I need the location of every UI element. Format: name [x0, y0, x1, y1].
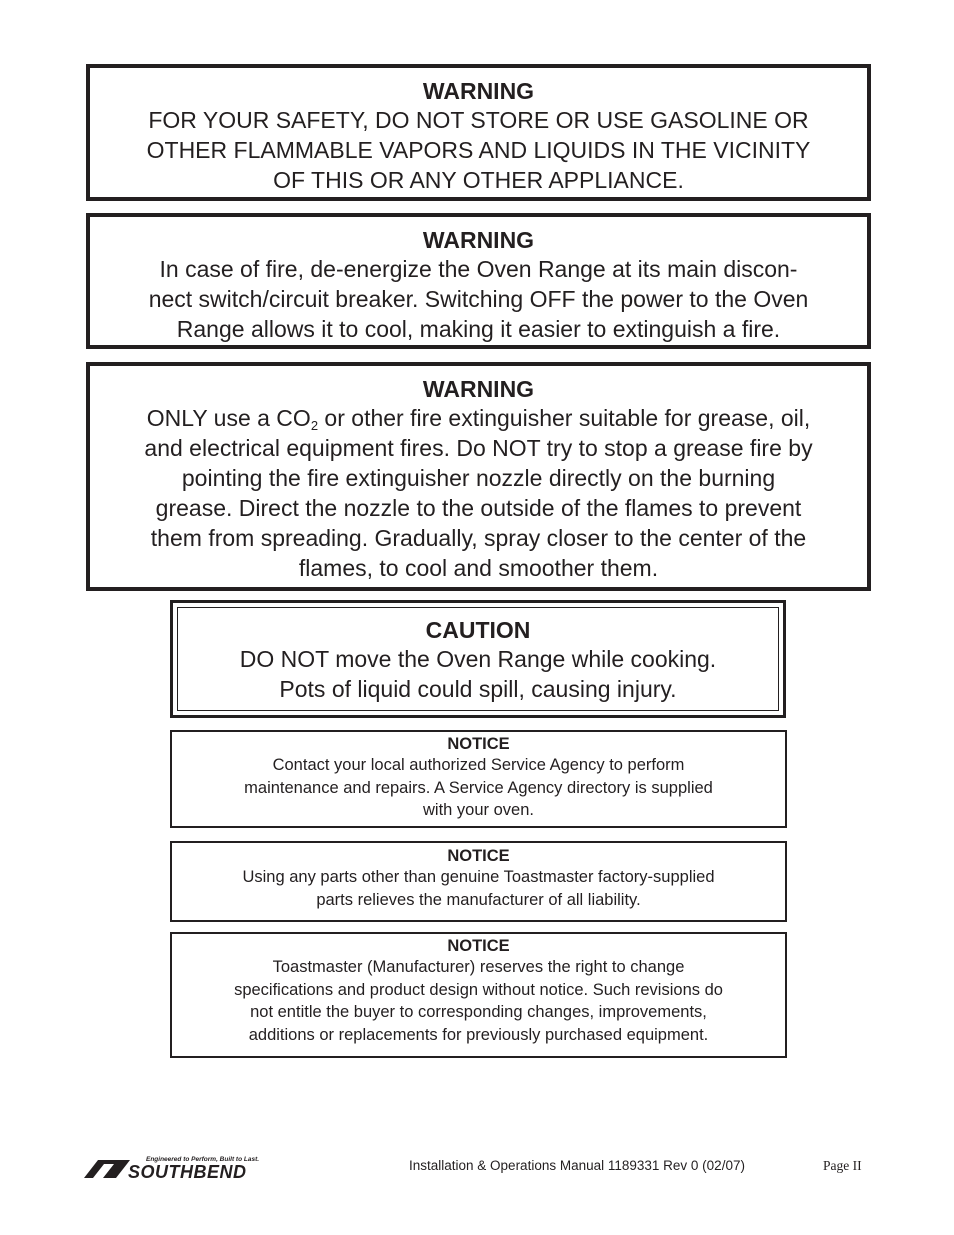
warning-text — [90, 403, 867, 583]
notice-line: specifications and product design without notice. Such revisions do — [234, 980, 723, 999]
notice-title: NOTICE — [447, 847, 510, 865]
warning-box-2 — [86, 213, 871, 349]
notice-title: NOTICE — [447, 735, 510, 753]
caution-line: Pots of liquid could spill, causing injury. — [279, 676, 677, 702]
logo-wordmark: SOUTHBEND — [128, 1162, 247, 1182]
warning-line: FOR YOUR SAFETY, DO NOT STORE OR USE GASOLINE OR — [148, 107, 809, 133]
caution-title: CAUTION — [425, 617, 531, 643]
notice-line: with your oven. — [423, 801, 534, 819]
southbend-logo — [84, 1156, 284, 1180]
warning-line: and electrical equipment fires. Do NOT try to stop a grease fire by — [144, 435, 813, 461]
warning-text — [90, 254, 867, 344]
notice-line: Using any parts other than genuine Toastmaster factory-supplied — [242, 868, 715, 886]
notice-box-2 — [170, 841, 787, 922]
warning-line: OTHER FLAMMABLE VAPORS AND LIQUIDS IN THE VICINITY — [146, 137, 811, 163]
caution-box — [170, 600, 786, 718]
warning-line: flames, to cool and smoother them. — [298, 555, 659, 581]
warning-line: OF THIS OR ANY OTHER APPLIANCE. — [273, 167, 684, 193]
warning-box-3 — [86, 362, 871, 591]
notice-box-3 — [170, 932, 787, 1058]
warning-box-1 — [86, 64, 871, 201]
notice-line: not entitle the buyer to corresponding changes, improvements, — [250, 1003, 707, 1021]
notice-line: parts relieves the manufacturer of all liability. — [316, 890, 641, 909]
southbend-swoosh-icon — [84, 1156, 134, 1180]
caution-text — [178, 644, 778, 704]
caution-inner-frame — [177, 607, 779, 711]
notice-line: additions or replacements for previously purchased equipment. — [248, 1025, 709, 1044]
notice-line: maintenance and repairs. A Service Agency directory is supplied — [244, 778, 713, 797]
notice-line: Contact your local authorized Service Agency to perform — [272, 756, 685, 774]
warning-line: nect switch/circuit breaker. Switching OFF the power to the Oven — [148, 286, 809, 312]
warning-line: In case of fire, de-energize the Oven Range at its main discon- — [159, 256, 798, 282]
page-number: Page II — [823, 1158, 862, 1173]
notice-text — [172, 754, 785, 822]
notice-text — [172, 956, 785, 1046]
warning-title: WARNING — [422, 78, 535, 104]
notice-box-1 — [170, 730, 787, 828]
warning-line: them from spreading. Gradually, spray closer to the center of the — [150, 525, 807, 551]
subscript-2: 2 — [310, 418, 319, 433]
warning-line — [90, 403, 867, 433]
warning-line: Range allows it to cool, making it easier to extinguish a fire. — [176, 316, 781, 342]
manual-info: Installation & Operations Manual 1189331 Rev 0 (02/07) — [409, 1158, 745, 1173]
warning-text — [90, 105, 867, 195]
caution-line: DO NOT move the Oven Range while cooking. — [239, 646, 717, 672]
notice-line: Toastmaster (Manufacturer) reserves the right to change — [272, 958, 685, 976]
notice-title: NOTICE — [447, 937, 510, 955]
warning-line: pointing the fire extinguisher nozzle directly on the burning — [181, 465, 776, 491]
notice-text — [172, 866, 785, 911]
logo-tagline: Engineered to Perform, Built to Last. — [146, 1156, 260, 1163]
warning-line: grease. Direct the nozzle to the outside of the flames to prevent — [155, 495, 802, 521]
warning-title: WARNING — [422, 227, 535, 253]
warning-line-part: or other fire extinguisher suitable for grease, oil, — [318, 405, 811, 431]
warning-title: WARNING — [422, 376, 535, 402]
warning-line-part: ONLY use a CO — [146, 405, 311, 431]
